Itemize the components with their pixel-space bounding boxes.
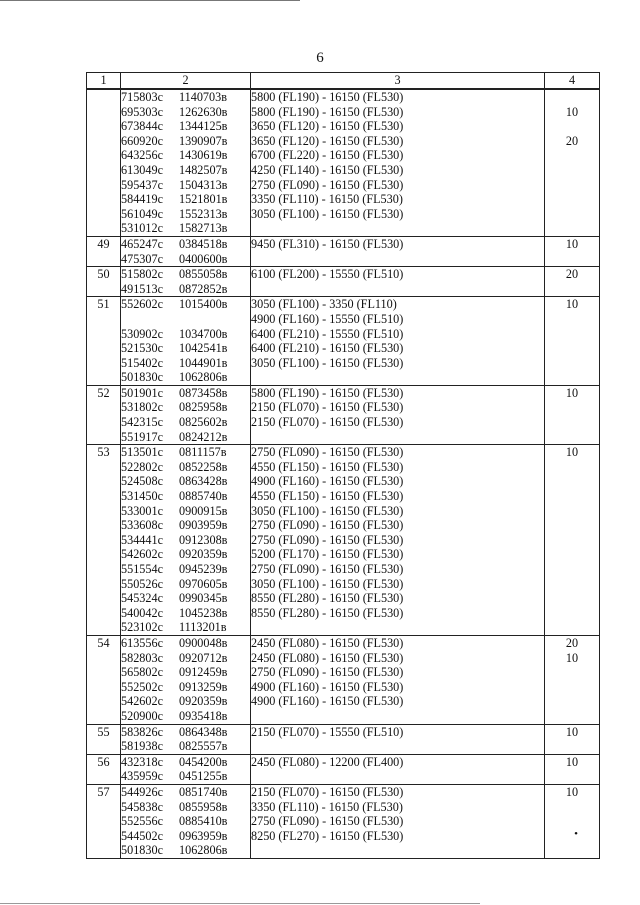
coordinate-line	[121, 709, 250, 724]
longitude: 0400600в	[179, 251, 228, 266]
coordinate-line	[121, 297, 250, 312]
route-number: 51	[87, 297, 121, 386]
longitude: 0384518в	[179, 236, 228, 251]
latitude: 715803с	[121, 90, 163, 104]
longitude: 0872852в	[179, 281, 228, 296]
value: 10	[565, 236, 579, 251]
latitude: 584419с	[121, 192, 163, 207]
value-list	[545, 89, 600, 236]
altitude-range: 8250 (FL270) - 16150 (FL530)	[251, 828, 404, 843]
latitude: 583826с	[121, 724, 163, 739]
latitude: 551917с	[121, 429, 163, 444]
value: 10	[565, 724, 579, 739]
altitude-range: 2750 (FL090) - 16150 (FL530)	[251, 177, 404, 192]
value: 10	[565, 385, 579, 400]
altitude-range: 6400 (FL210) - 16150 (FL530)	[251, 341, 404, 356]
altitude-range: 8550 (FL280) - 16150 (FL530)	[251, 591, 404, 606]
latitude: 501830с	[121, 843, 163, 858]
coordinate-line	[121, 370, 250, 385]
table-row	[87, 784, 600, 858]
latitude: 513501с	[121, 445, 163, 460]
coordinate-line	[121, 518, 250, 533]
coordinate-line	[121, 665, 250, 680]
altitude-range: 3350 (FL110) - 16150 (FL530)	[251, 799, 403, 814]
latitude: 531802с	[121, 400, 163, 415]
longitude: 0903959в	[179, 518, 228, 533]
latitude: 531012с	[121, 221, 163, 236]
coordinate-line	[121, 90, 250, 105]
route-number: 52	[87, 385, 121, 444]
latitude: 561049с	[121, 206, 163, 221]
longitude: 0454200в	[179, 754, 228, 769]
coordinate-line	[121, 606, 250, 621]
value: 10	[565, 650, 579, 665]
altitude-range: 6100 (FL200) - 15550 (FL510)	[251, 267, 404, 282]
header-col-4: 4	[545, 73, 600, 90]
longitude: 0855958в	[179, 799, 228, 814]
altitude-list	[251, 385, 545, 444]
altitude-list	[251, 297, 545, 386]
coordinate-list	[121, 724, 251, 754]
latitude: 523102с	[121, 620, 163, 635]
latitude: 613556с	[121, 635, 163, 650]
longitude: 1042541в	[179, 341, 228, 356]
coordinate-line	[121, 843, 250, 858]
longitude: 0825602в	[179, 415, 228, 430]
value: 10	[565, 104, 579, 119]
coordinate-list	[121, 385, 251, 444]
latitude: 552502с	[121, 679, 163, 694]
altitude-list	[251, 635, 545, 724]
coordinate-line	[121, 341, 250, 356]
value: 20	[565, 267, 579, 282]
table-row	[87, 635, 600, 724]
bottom-edge-line	[0, 903, 480, 904]
altitude-range: 4550 (FL150) - 16150 (FL530)	[251, 489, 404, 504]
coordinate-line	[121, 400, 250, 415]
longitude: 0920359в	[179, 547, 228, 562]
header-col-2: 2	[121, 73, 251, 90]
latitude: 613049с	[121, 162, 163, 177]
latitude: 545324с	[121, 591, 163, 606]
coordinate-line	[121, 533, 250, 548]
coordinate-list	[121, 267, 251, 297]
latitude: 530902с	[121, 326, 163, 341]
altitude-list	[251, 236, 545, 266]
latitude: 542315с	[121, 415, 163, 430]
coordinate-line	[121, 562, 250, 577]
altitude-range: 2750 (FL090) - 16150 (FL530)	[251, 562, 404, 576]
longitude: 1113201в	[179, 620, 227, 635]
longitude: 0900915в	[179, 503, 228, 518]
route-number: 56	[87, 754, 121, 784]
altitude-range: 2150 (FL070) - 15550 (FL510)	[251, 724, 404, 739]
value-list	[545, 267, 600, 297]
longitude: 1034700в	[179, 326, 228, 341]
coordinate-list	[121, 236, 251, 266]
latitude: 643256с	[121, 148, 163, 163]
altitude-range: 4900 (FL160) - 16150 (FL530)	[251, 694, 404, 709]
latitude: 465247с	[121, 236, 163, 251]
latitude: 524508с	[121, 474, 163, 489]
value: 20	[565, 635, 579, 650]
longitude: 0851740в	[179, 784, 228, 799]
latitude: 582803с	[121, 650, 163, 665]
longitude: 0825958в	[179, 400, 228, 415]
coordinate-line	[121, 282, 250, 297]
coordinate-line	[121, 386, 250, 401]
latitude: 544926с	[121, 784, 163, 799]
altitude-range: 5200 (FL170) - 16150 (FL530)	[251, 547, 404, 562]
longitude: 0873458в	[179, 385, 228, 400]
coordinate-line	[121, 651, 250, 666]
latitude: 552556с	[121, 814, 163, 829]
altitude-list	[251, 267, 545, 297]
coordinate-line	[121, 445, 250, 460]
longitude: 1504313в	[179, 177, 228, 192]
longitude: 0970605в	[179, 576, 228, 591]
latitude: 542602с	[121, 694, 163, 709]
header-row	[87, 73, 600, 90]
header-col-1: 1	[87, 73, 121, 90]
latitude: 432318с	[121, 754, 163, 769]
altitude-range: 6400 (FL210) - 15550 (FL510)	[251, 326, 404, 341]
altitude-range: 4250 (FL140) - 16150 (FL530)	[251, 162, 404, 177]
latitude: 533608с	[121, 518, 163, 533]
route-number: 50	[87, 267, 121, 297]
latitude: 534441с	[121, 532, 163, 547]
longitude: 0920712в	[179, 650, 228, 665]
altitude-range: 2150 (FL070) - 16150 (FL530)	[251, 400, 404, 415]
table-row	[87, 724, 600, 754]
longitude: 0824212в	[179, 429, 228, 444]
altitude-range: 2150 (FL070) - 16150 (FL530)	[251, 415, 404, 430]
longitude: 1062806в	[179, 843, 228, 858]
latitude: 550526с	[121, 576, 163, 591]
coordinate-list	[121, 784, 251, 858]
coordinate-list	[121, 445, 251, 636]
route-number: 57	[87, 784, 121, 858]
altitude-range: 2750 (FL090) - 16150 (FL530)	[251, 445, 404, 460]
latitude: 515802с	[121, 267, 163, 282]
latitude: 501830с	[121, 370, 163, 385]
value-list	[545, 236, 600, 266]
route-number: 55	[87, 724, 121, 754]
altitude-list	[251, 724, 545, 754]
latitude: 551554с	[121, 562, 163, 576]
latitude: 531450с	[121, 489, 163, 504]
longitude: 1044901в	[179, 355, 228, 370]
longitude: 1521801в	[179, 192, 228, 207]
coordinate-line	[121, 725, 250, 740]
latitude: 673844с	[121, 119, 163, 134]
coordinate-line	[121, 755, 250, 770]
routes-table	[86, 72, 600, 859]
longitude: 0885740в	[179, 489, 228, 504]
latitude: 475307с	[121, 251, 163, 266]
latitude: 544502с	[121, 828, 163, 843]
longitude: 0825557в	[179, 739, 228, 754]
altitude-range: 2450 (FL080) - 16150 (FL530)	[251, 650, 404, 665]
altitude-range: 9450 (FL310) - 16150 (FL530)	[251, 236, 404, 251]
longitude: 0920359в	[179, 694, 228, 709]
altitude-range: 4900 (FL160) - 15550 (FL510)	[251, 311, 404, 326]
coordinate-line	[121, 134, 250, 149]
latitude: 552602с	[121, 297, 163, 312]
value	[545, 814, 599, 829]
altitude-range: 2450 (FL080) - 12200 (FL400)	[251, 754, 404, 769]
coordinate-line	[121, 327, 250, 342]
value: 10	[565, 445, 579, 460]
route-number: 53	[87, 445, 121, 636]
altitude-range: 3650 (FL120) - 16150 (FL530)	[251, 119, 404, 134]
coordinate-line	[121, 800, 250, 815]
latitude: 581938с	[121, 739, 163, 754]
altitude-list	[251, 784, 545, 858]
altitude-range: 2750 (FL090) - 16150 (FL530)	[251, 518, 404, 533]
latitude: 501901с	[121, 385, 163, 400]
longitude: 1552313в	[179, 206, 228, 221]
altitude-range: 3050 (FL100) - 16150 (FL530)	[251, 503, 404, 518]
altitude-range: 6700 (FL220) - 16150 (FL530)	[251, 148, 404, 163]
value: 10	[565, 297, 579, 312]
coordinate-line	[121, 163, 250, 178]
latitude: 522802с	[121, 459, 163, 474]
latitude: 491513с	[121, 281, 163, 296]
altitude-range: 3050 (FL100) - 16150 (FL530)	[251, 355, 404, 370]
value	[545, 829, 599, 844]
coordinate-line	[121, 221, 250, 236]
table-row	[87, 445, 600, 636]
coordinate-line	[121, 547, 250, 562]
route-number: 54	[87, 635, 121, 724]
table-row	[87, 754, 600, 784]
longitude: 0864348в	[179, 724, 228, 739]
coordinate-line	[121, 105, 250, 120]
coordinate-line	[121, 739, 250, 754]
longitude: 0963959в	[179, 828, 228, 843]
coordinate-line	[121, 267, 250, 282]
coordinate-line	[121, 312, 250, 327]
coordinate-line	[121, 415, 250, 430]
table-row	[87, 297, 600, 386]
coordinate-line	[121, 237, 250, 252]
value: 10	[565, 784, 579, 799]
coordinate-line	[121, 119, 250, 134]
route-number: 49	[87, 236, 121, 266]
route-number	[87, 89, 121, 236]
value-list	[545, 724, 600, 754]
coordinate-line	[121, 814, 250, 829]
table-row	[87, 385, 600, 444]
coordinate-list	[121, 635, 251, 724]
coordinate-list	[121, 754, 251, 784]
longitude: 0855058в	[179, 267, 228, 282]
longitude: 0885410в	[179, 814, 228, 829]
latitude: 435959с	[121, 769, 163, 784]
altitude-range: 8550 (FL280) - 16150 (FL530)	[251, 605, 404, 620]
value	[545, 90, 599, 105]
longitude: 0990345в	[179, 591, 228, 606]
altitude-range: 4550 (FL150) - 16150 (FL530)	[251, 459, 404, 474]
coordinate-line	[121, 694, 250, 709]
longitude: 0451255в	[179, 769, 228, 784]
value-list	[545, 445, 600, 636]
longitude: 0900048в	[179, 635, 228, 650]
longitude: 1045238в	[179, 605, 228, 620]
latitude: 695303с	[121, 104, 163, 119]
value-list	[545, 784, 600, 858]
coordinate-line	[121, 178, 250, 193]
longitude: 0912459в	[179, 665, 228, 680]
altitude-list	[251, 89, 545, 236]
longitude: 0913259в	[179, 679, 228, 694]
altitude-range: 2150 (FL070) - 16150 (FL530)	[251, 784, 404, 799]
latitude: 515402с	[121, 355, 163, 370]
table-row	[87, 267, 600, 297]
latitude: 521530с	[121, 341, 163, 356]
altitude-list	[251, 445, 545, 636]
note-mark: •	[574, 827, 578, 840]
coordinate-list	[121, 89, 251, 236]
altitude-range: 2750 (FL090) - 16150 (FL530)	[251, 532, 404, 547]
value-list	[545, 385, 600, 444]
altitude-range: 3650 (FL120) - 16150 (FL530)	[251, 133, 404, 148]
altitude-range: 4900 (FL160) - 16150 (FL530)	[251, 474, 404, 489]
routes-body	[87, 89, 600, 858]
altitude-list	[251, 754, 545, 784]
coordinate-line	[121, 474, 250, 489]
coordinate-line	[121, 207, 250, 222]
latitude: 595437с	[121, 177, 163, 192]
coordinate-line	[121, 356, 250, 371]
longitude: 0945239в	[179, 562, 228, 576]
longitude: 1262630в	[179, 104, 228, 119]
altitude-range: 2450 (FL080) - 16150 (FL530)	[251, 635, 404, 650]
latitude: 520900с	[121, 708, 163, 723]
value-list	[545, 635, 600, 724]
latitude: 542602с	[121, 547, 163, 562]
table-row	[87, 236, 600, 266]
value	[545, 800, 599, 815]
coordinate-line	[121, 148, 250, 163]
longitude: 1482507в	[179, 162, 228, 177]
altitude-range: 3350 (FL110) - 16150 (FL530)	[251, 192, 403, 207]
coordinate-line	[121, 460, 250, 475]
coordinate-line	[121, 620, 250, 635]
longitude: 0811157в	[179, 445, 227, 460]
altitude-range: 2750 (FL090) - 16150 (FL530)	[251, 814, 404, 829]
value: 10	[565, 754, 579, 769]
value: 20	[565, 133, 579, 148]
latitude: 545838с	[121, 799, 163, 814]
altitude-range: 3050 (FL100) - 16150 (FL530)	[251, 206, 404, 221]
coordinate-line	[121, 785, 250, 800]
coordinate-line	[121, 577, 250, 592]
longitude: 1344125в	[179, 119, 228, 134]
altitude-range: 4900 (FL160) - 16150 (FL530)	[251, 679, 404, 694]
longitude: 1430619в	[179, 148, 228, 163]
longitude: 1582713в	[179, 221, 228, 236]
value-list	[545, 297, 600, 386]
latitude: 533001с	[121, 503, 163, 518]
altitude-range: 2750 (FL090) - 16150 (FL530)	[251, 665, 404, 680]
coordinate-line	[121, 636, 250, 651]
longitude: 1140703в	[179, 90, 227, 104]
latitude: 660920с	[121, 133, 163, 148]
page-number: 6	[316, 50, 324, 66]
longitude: 0863428в	[179, 474, 228, 489]
latitude: 540042с	[121, 605, 163, 620]
coordinate-line	[121, 489, 250, 504]
longitude: 1062806в	[179, 370, 228, 385]
altitude-range: 5800 (FL190) - 16150 (FL530)	[251, 104, 404, 119]
coordinate-line	[121, 430, 250, 445]
coordinate-list	[121, 297, 251, 386]
coordinate-line	[121, 829, 250, 844]
top-edge-line	[0, 0, 300, 1]
altitude-range: 5800 (FL190) - 16150 (FL530)	[251, 90, 404, 104]
longitude: 0912308в	[179, 532, 228, 547]
altitude-range: 3050 (FL100) - 3350 (FL110)	[251, 297, 397, 312]
value	[545, 119, 599, 134]
coordinate-line	[121, 769, 250, 784]
coordinate-line	[121, 252, 250, 267]
longitude: 0935418в	[179, 708, 228, 723]
coordinate-line	[121, 192, 250, 207]
altitude-range: 5800 (FL190) - 16150 (FL530)	[251, 385, 404, 400]
coordinate-line	[121, 504, 250, 519]
coordinate-line	[121, 591, 250, 606]
header-col-3: 3	[251, 73, 545, 90]
longitude: 1390907в	[179, 133, 228, 148]
longitude: 1015400в	[179, 297, 228, 312]
altitude-range: 3050 (FL100) - 16150 (FL530)	[251, 576, 404, 591]
longitude: 0852258в	[179, 459, 228, 474]
table-row	[87, 89, 600, 236]
value-list	[545, 754, 600, 784]
coordinate-line	[121, 680, 250, 695]
latitude: 565802с	[121, 665, 163, 680]
